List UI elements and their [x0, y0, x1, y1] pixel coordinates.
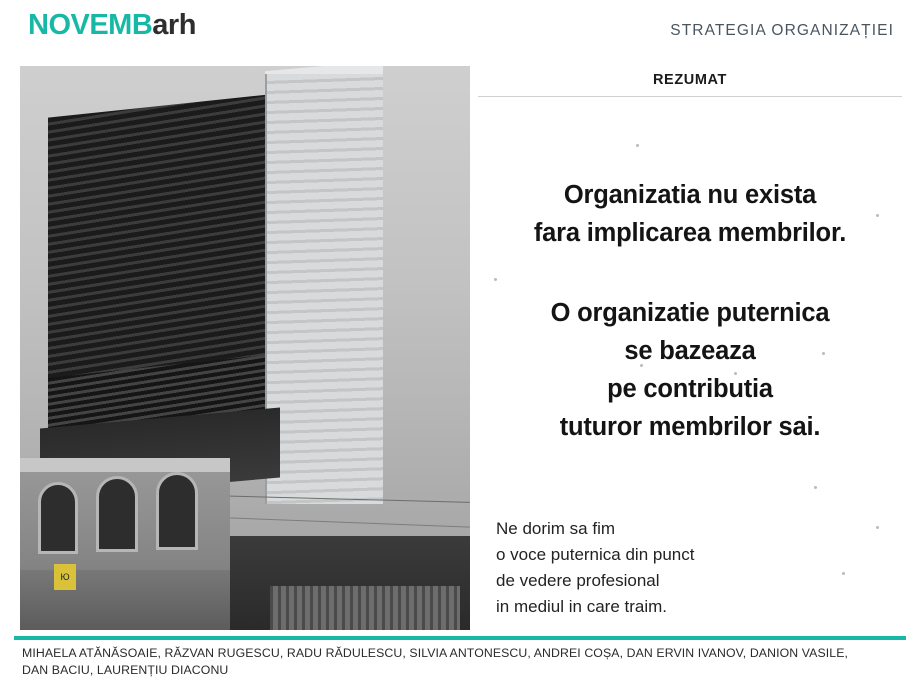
supporting-text-line-2: o voce puternica din punct	[496, 545, 695, 564]
photo-shape-window	[38, 482, 78, 554]
footer-divider	[14, 636, 906, 640]
headline-secondary-line-3: pe contributia	[607, 375, 773, 403]
headline-secondary-line-1: O organizatie puternica	[550, 299, 830, 327]
decorative-dot	[636, 144, 639, 147]
building-photo	[20, 66, 470, 630]
slide-header	[0, 0, 920, 56]
photo-shape-building-base	[20, 570, 230, 630]
brand-logo	[28, 8, 196, 42]
headline-secondary-line-2: se bazeaza	[624, 337, 756, 365]
photo-shape-old-building	[20, 458, 230, 630]
credits-line-2: DAN BACIU, LAURENȚIU DIACONU	[22, 663, 229, 677]
photo-shape-window	[156, 472, 198, 550]
headline-secondary	[478, 294, 902, 446]
section-divider	[478, 96, 902, 97]
supporting-text	[496, 516, 896, 620]
section-label: REZUMAT	[652, 72, 727, 88]
photo-shape-glass-tower	[265, 74, 383, 504]
photo-shape-street-sign: Ю	[54, 564, 76, 590]
credits-line-1: MIHAELA ATĂNĂSOAIE, RĂZVAN RUGESCU, RADU RĂDULESCU, SILVIA ANTONESCU, ANDREI COȘA, DAN ERVIN IVANOV, DANION VASILE,	[22, 646, 849, 660]
photo-canvas	[20, 66, 470, 630]
supporting-text-line-1: Ne dorim sa fim	[496, 519, 616, 538]
headline-primary	[478, 176, 902, 252]
headline-primary-line-1: Organizatia nu exista	[563, 181, 817, 209]
page-title: STRATEGIA ORGANIZAȚIEI	[670, 22, 894, 39]
headline-secondary-line-4: tuturor membrilor sai.	[559, 413, 821, 441]
supporting-text-line-3: de vedere profesional	[496, 571, 660, 590]
photo-shape-fence	[270, 586, 460, 630]
brand-logo-primary: NOVEMB	[28, 9, 153, 41]
decorative-dot	[494, 278, 497, 281]
summary-panel	[478, 66, 902, 630]
supporting-text-line-4: in mediul in care traim.	[496, 597, 668, 616]
credits	[22, 645, 902, 679]
headline-primary-line-2: fara implicarea membrilor.	[533, 219, 847, 247]
photo-shape-window	[96, 476, 138, 552]
brand-logo-secondary: arh	[152, 9, 196, 41]
decorative-dot	[814, 486, 817, 489]
photo-shape-cornice	[20, 458, 230, 472]
